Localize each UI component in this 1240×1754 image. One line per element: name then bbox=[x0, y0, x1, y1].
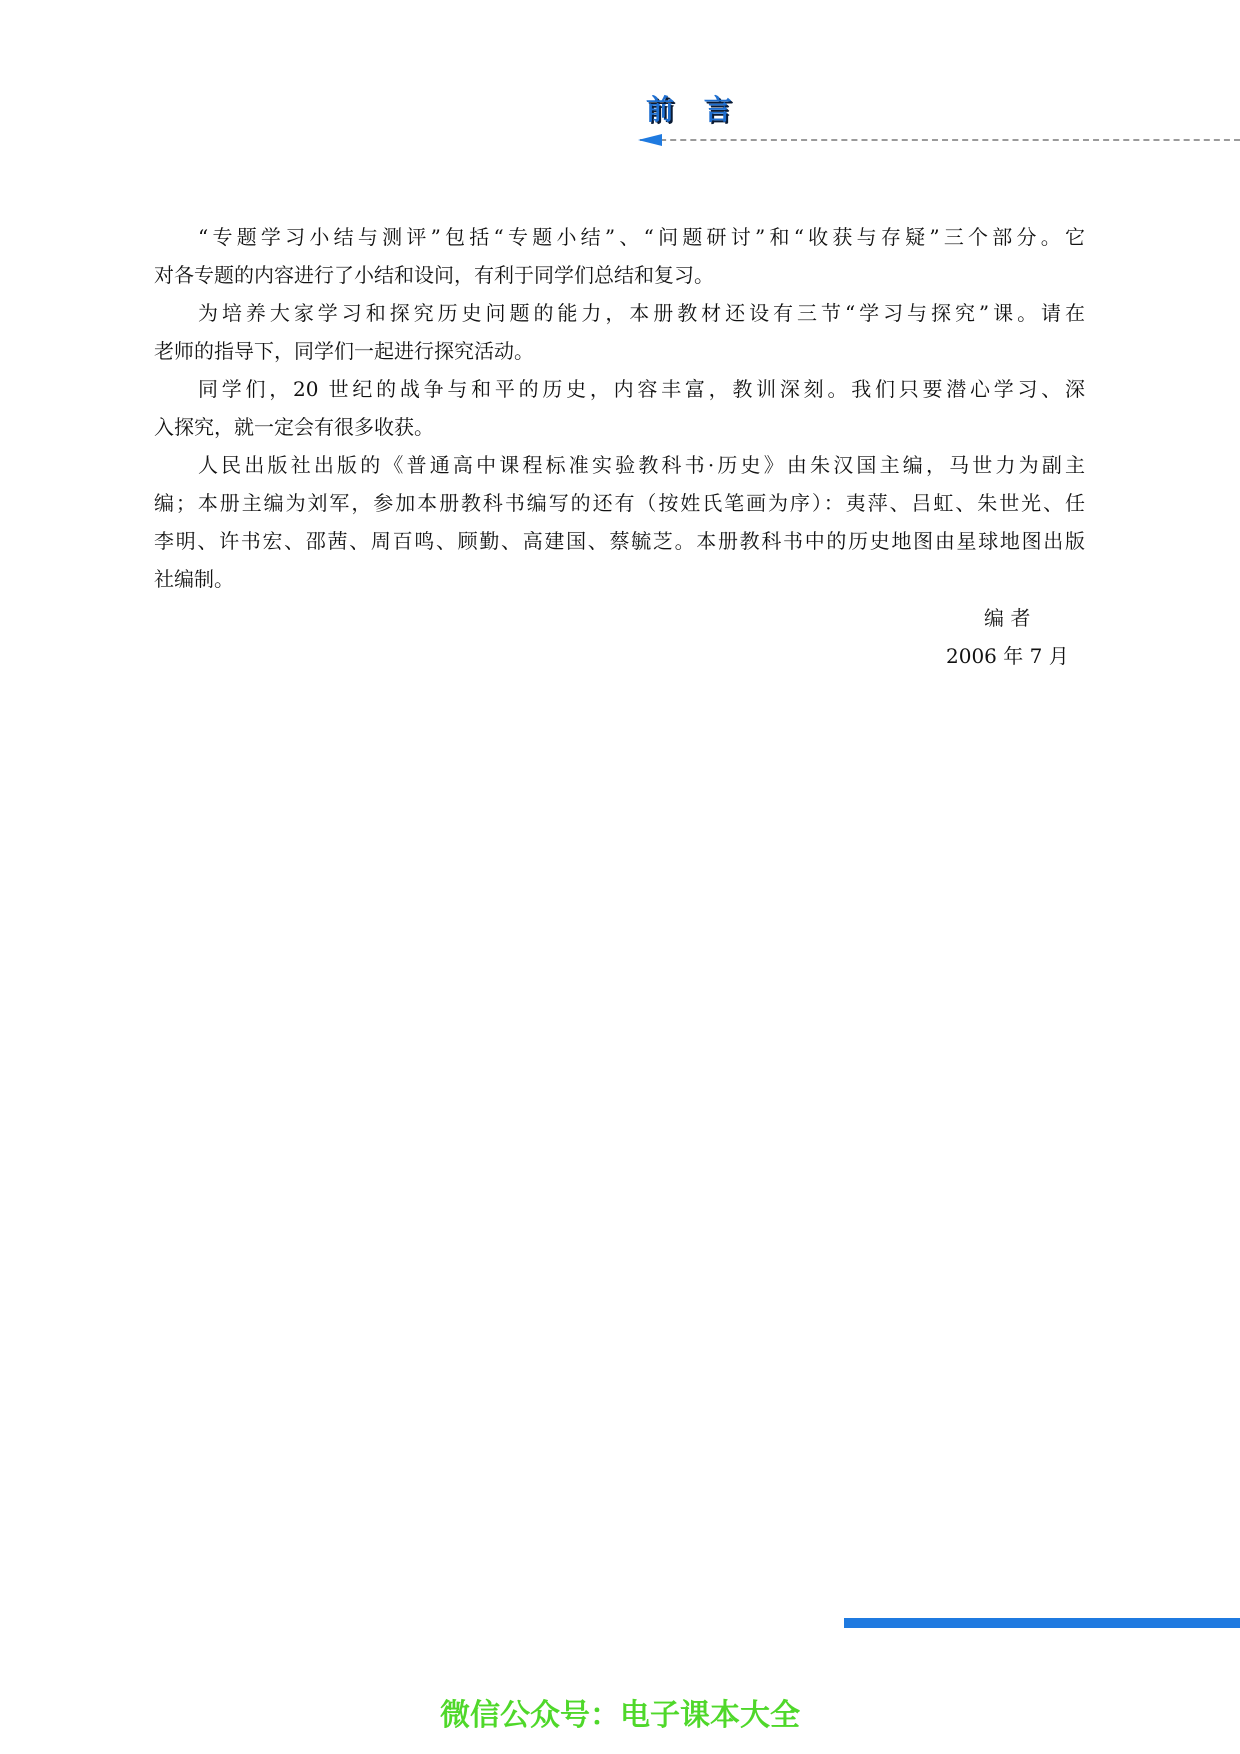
preface-body bbox=[154, 222, 1085, 602]
paragraph-line: “专题学习小结与测评”包括“专题小结”、“问题研讨”和“收获与存疑”三个部分。它 bbox=[198, 225, 1085, 249]
watermark: 微信公众号：电子课本大全 bbox=[440, 1698, 800, 1733]
dashed-divider bbox=[640, 139, 1240, 141]
paragraph-line: 为培养大家学习和探究历史问题的能力，本册教材还设有三节“学习与探究”课。请在 bbox=[198, 301, 1085, 325]
arrow-left-icon bbox=[638, 134, 662, 146]
paragraph-line: 人民出版社出版的《普通高中课程标准实验教科书·历史》由朱汉国主编，马世力为副主 bbox=[198, 453, 1085, 477]
footer-accent-bar bbox=[844, 1618, 1240, 1628]
paragraph-line: 李明、许书宏、邵茜、周百鸣、顾勤、高建国、蔡毓芝。本册教科书中的历史地图由星球地图出版 bbox=[154, 529, 1085, 553]
signature-date: 2006 年 7 月 bbox=[946, 644, 1069, 668]
paragraph-line: 老师的指导下，同学们一起进行探究活动。 bbox=[154, 339, 534, 363]
paragraph-line: 同学们，20 世纪的战争与和平的历史，内容丰富，教训深刻。我们只要潜心学习、深 bbox=[198, 377, 1085, 401]
signature-author: 编 者 bbox=[984, 606, 1031, 630]
paragraph-line: 入探究，就一定会有很多收获。 bbox=[154, 415, 434, 439]
paragraph-line: 编；本册主编为刘军，参加本册教科书编写的还有（按姓氏笔画为序）：夷萍、吕虹、朱世光、任 bbox=[154, 491, 1085, 515]
paragraph-line: 对各专题的内容进行了小结和设问，有利于同学们总结和复习。 bbox=[154, 263, 714, 287]
paragraph-line: 社编制。 bbox=[154, 567, 234, 591]
page-title: 前 言 bbox=[646, 93, 742, 126]
